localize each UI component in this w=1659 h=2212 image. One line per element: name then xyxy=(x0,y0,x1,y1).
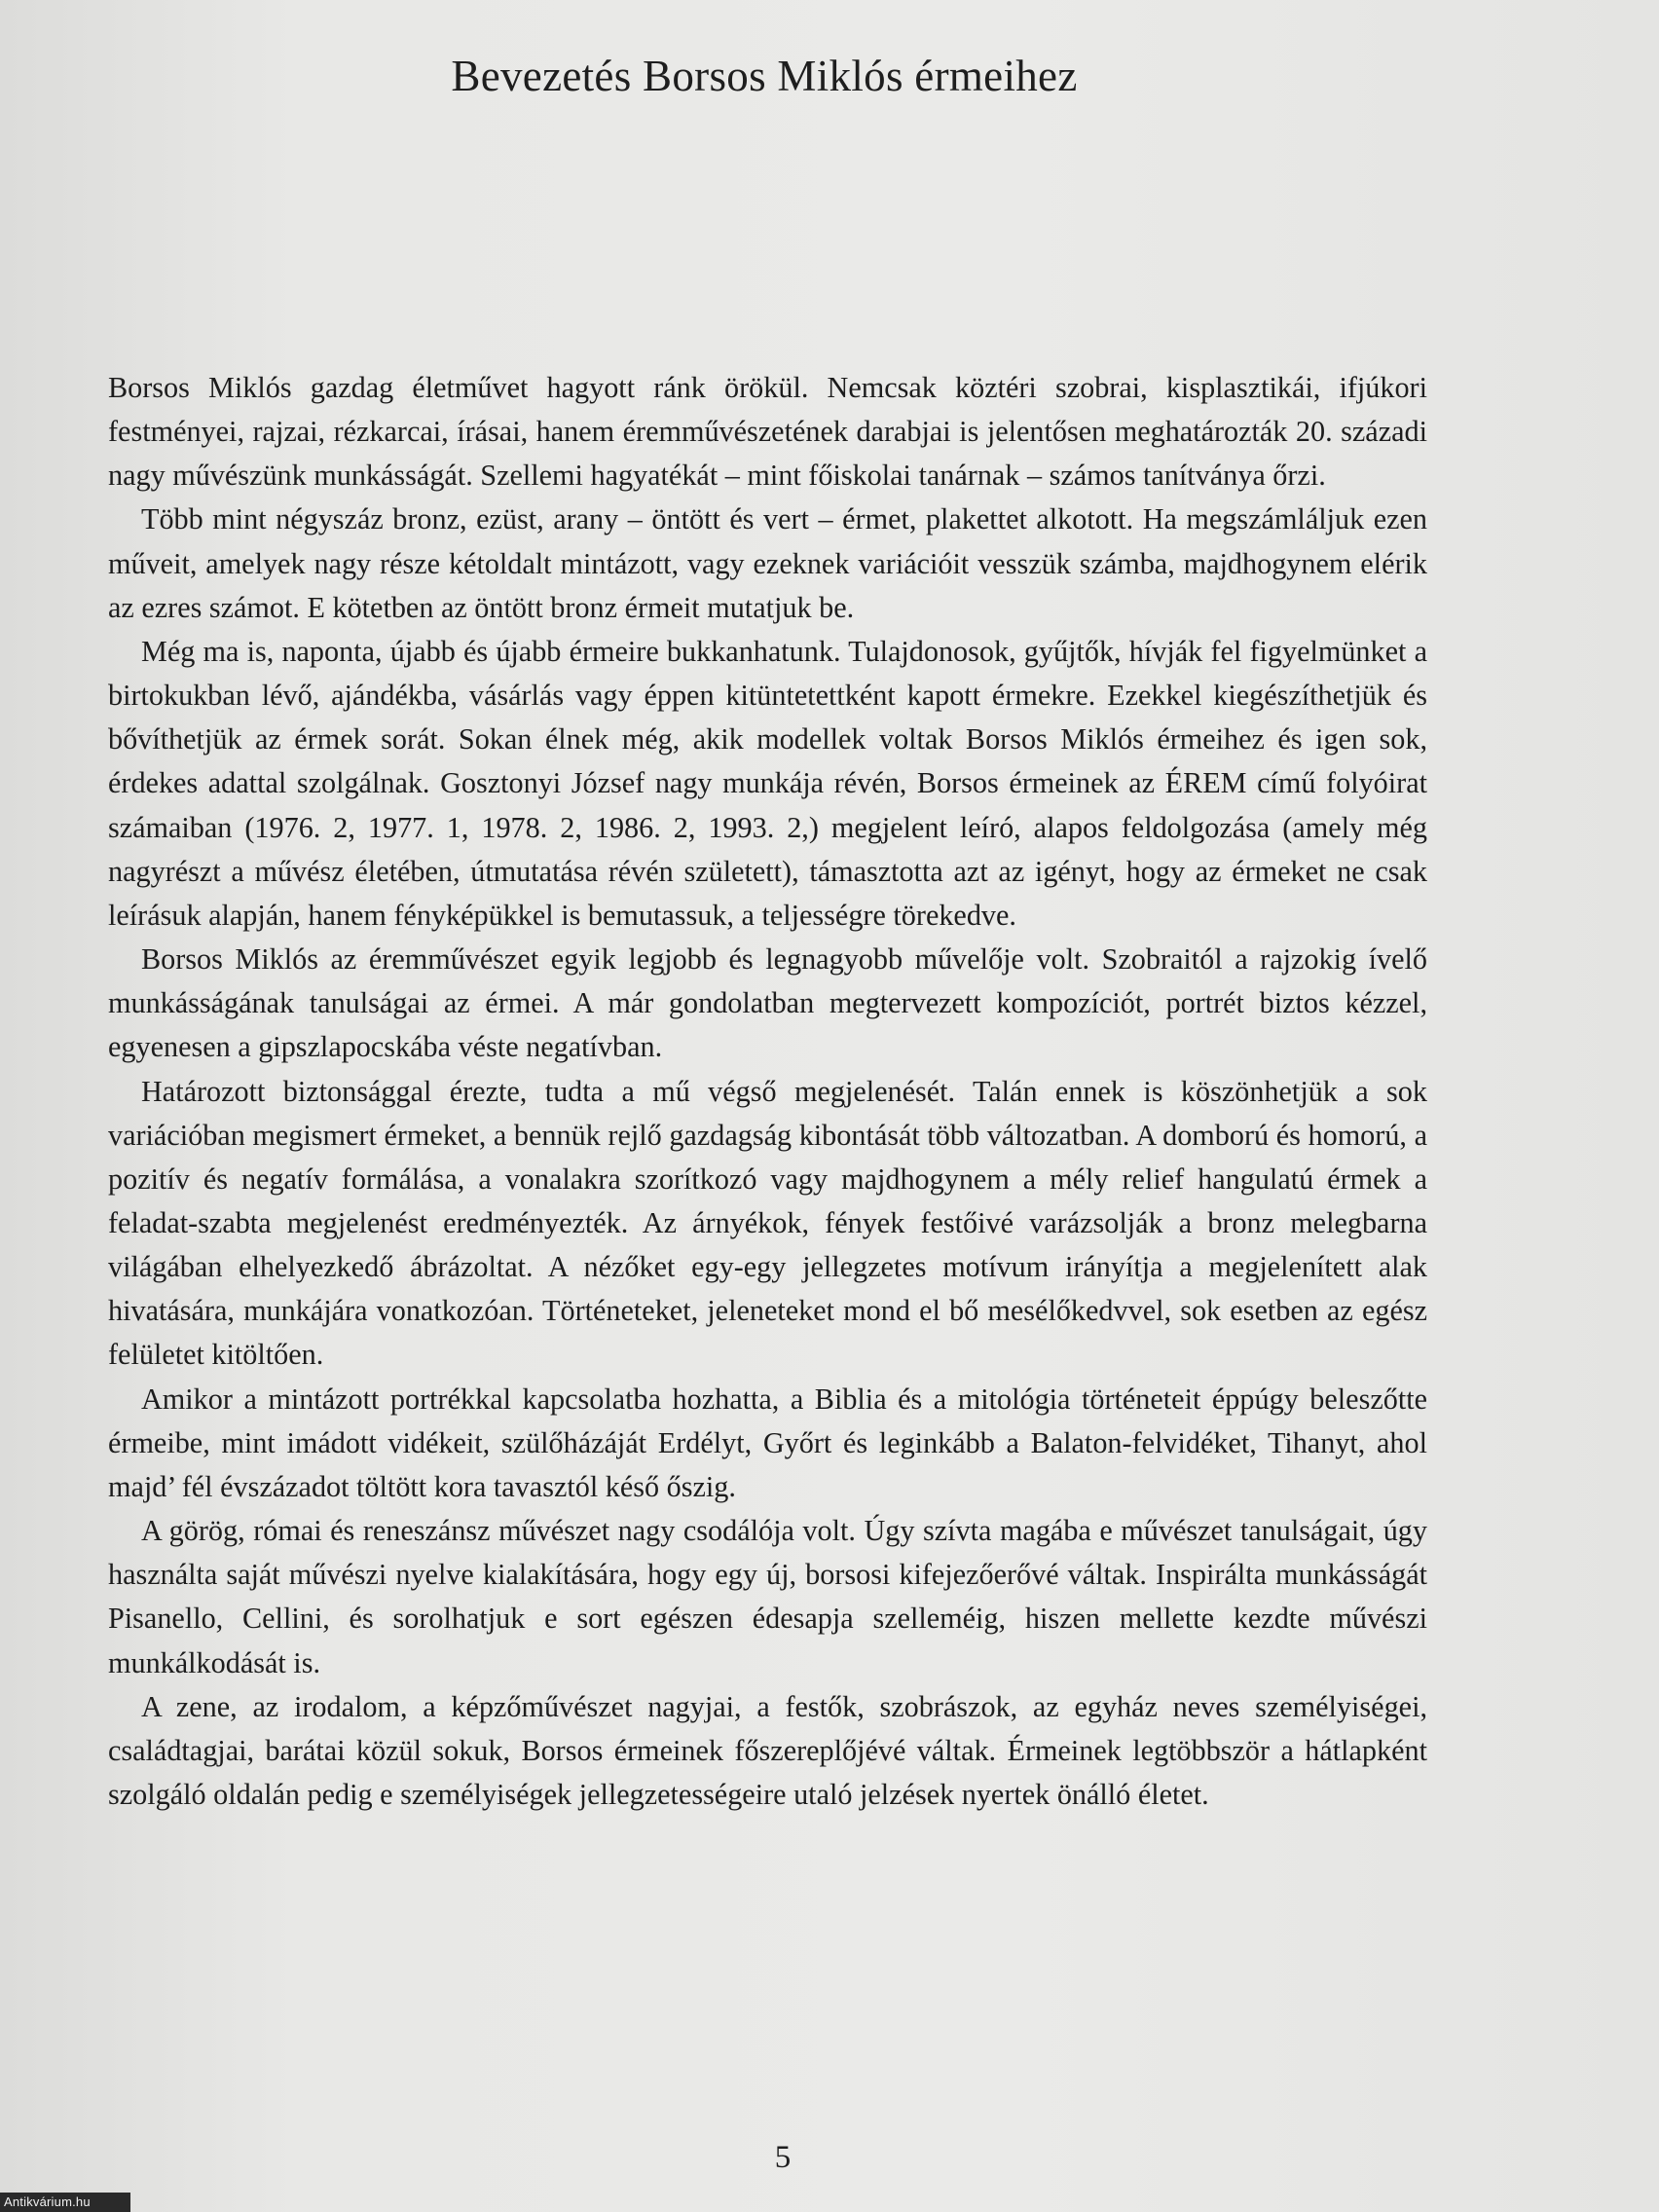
paragraph-7: A görög, római és reneszánsz művészet nagy csodálója volt. Úgy szívta magába e művészet tanulságait, úgy használta saját művészi nyelve kialakítására, hogy egy új, borsosi kifejezőerővé váltak. Inspirálta munkásságát Pisanello, Cellini, és sorolhatjuk e sort egészen édesapja szelleméig, hiszen mellette kezdte művészi munkálkodását is. xyxy=(108,1514,1427,1679)
page-number: 5 xyxy=(774,2140,792,2175)
paragraph-1: Borsos Miklós gazdag életművet hagyott ránk örökül. Nemcsak köztéri szobrai, kisplasztikái, ifjúkori festményei, rajzai, rézkarcai, írásai, hanem éremművészetének darabjai is jelentősen meghatározták 20. századi nagy művészünk munkásságát. Szellemi hagyatékát – mint főiskolai tanárnak – számos tanítványa őrzi. xyxy=(108,371,1427,493)
paragraph-3: Még ma is, naponta, újabb és újabb érmeire bukkanhatunk. Tulajdonosok, gyűjtők, hívják fel figyelmünket a birtokukban lévő, ajándékba, vásárlás vagy éppen kitüntetettként kapott érmekre. Ezekkel kiegészíthetjük és bővíthetjük az érmek sorát. Sokan élnek még, akik modellek voltak Borsos Miklós érmeihez és igen sok, érdekes adattal szolgálnak. Gosztonyi József nagy munkája révén, Borsos érmeinek az ÉREM című folyóirat számaiban (1976. 2, 1977. 1, 1978. 2, 1986. 2, 1993. 2,) megjelent leíró, alapos feldolgozása (amely még nagyrészt a művész életében, útmutatása révén született), támasztotta azt az igényt, hogy az érmeket ne csak leírásuk alapján, hanem fényképükkel is bemutassuk, a teljességre törekedve. xyxy=(108,634,1427,932)
paragraph-8: A zene, az irodalom, a képzőművészet nagyjai, a festők, szobrászok, az egyház neves személyiségei, családtagjai, barátai közül sokuk, Borsos érmeinek főszereplőjévé váltak. Érmeinek legtöbbször a hátlapként szolgáló oldalán pedig e személyiségek jellegzetességeire utaló jelzések nyertek önálló életet. xyxy=(108,1689,1427,1811)
paragraph-6: Amikor a mintázott portrékkal kapcsolatba hozhatta, a Biblia és a mitológia történeteit éppúgy beleszőtte érmeibe, mint imádott vidékeit, szülőházáját Erdélyt, Győrt és leginkább a Balaton-felvidéket, Tihanyt, ahol majd’ fél évszázadot töltött kora tavasztól késő őszig. xyxy=(108,1382,1427,1503)
paragraph-2: Több mint négyszáz bronz, ezüst, arany – öntött és vert – érmet, plakettet alkotott. Ha megszámláljuk ezen műveit, amelyek nagy része kétoldalt mintázott, vagy ezeknek variációit vesszük számba, majdhogynem elérik az ezres számot. E kötetben az öntött bronz érmeit mutatjuk be. xyxy=(108,502,1427,624)
paragraph-4: Borsos Miklós az éremművészet egyik legjobb és legnagyobb művelője volt. Szobraitól a rajzokig ívelő munkásságának tanulságai az érmei. A már gondolatban megtervezett kompozíciót, portrét biztos kézzel, egyenesen a gipszlapocskába véste negatívban. xyxy=(108,942,1427,1064)
watermark: Antikvárium.hu xyxy=(0,2193,130,2212)
body-text xyxy=(108,366,1427,1817)
paragraph-5: Határozott biztonsággal érezte, tudta a mű végső megjelenését. Talán ennek is köszönhetjük a sok variációban megismert érmeket, a bennük rejlő gazdagság kibontását több változatban. A domború és homorú, a pozitív és negatív formálása, a vonalakra szorítkozó vagy majdhogynem a mély relief hangulatú érmek a feladat-szabta megjelenést eredményezték. Az árnyékok, fények festőivé varázsolják a bronz melegbarna világában elhelyezkedő ábrázoltat. A nézőket egy-egy jellegzetes motívum irányítja a megjelenített alak hivatására, munkájára vonatkozóan. Történeteket, jeleneteket mond el bő mesélőkedvvel, sok esetben az egész felületet kitöltően. xyxy=(108,1074,1427,1372)
page-title: Bevezetés Borsos Miklós érmeihez xyxy=(451,52,1078,100)
